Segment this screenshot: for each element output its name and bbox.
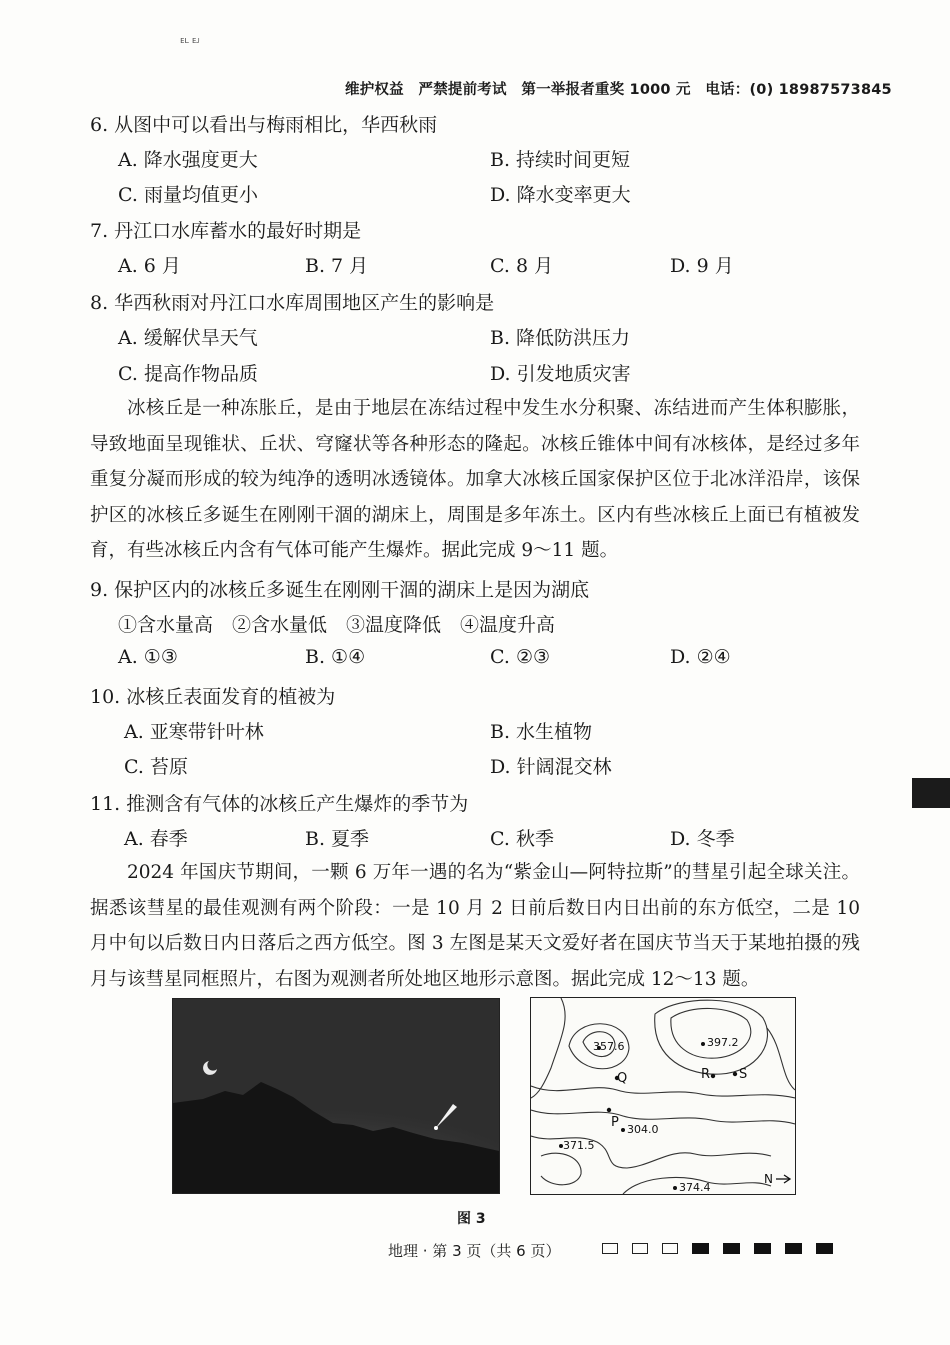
north-label: N <box>764 1172 773 1186</box>
point-r-label: R <box>701 1067 711 1082</box>
passage-ice-core-hill: 冰核丘是一种冻胀丘，是由于地层在冻结过程中发生水分积聚、冻结进而产生体积膨胀，导致地面呈现锥状、丘状、穹窿状等各种形态的隆起。冰核丘锥体中间有冰核体，是经过多年重复分凝而形成的较为纯净的透明冰透镜体。加拿大冰核丘国家保护区位于北冰洋沿岸，该保护区的冰核丘多诞生在刚刚干涸的湖床上，周围是多年冻土。区内有些冰核丘上面已有植被发育，有些冰核丘内含有气体可能产生爆炸。据此完成 9～11 题。 <box>90 398 860 561</box>
contour-lines <box>531 998 795 1194</box>
question-6-option-c: C. 雨量均值更小 <box>118 184 258 206</box>
question-9-option-c: C. ②③ <box>490 646 551 668</box>
question-8-stem: 8. 华西秋雨对丹江口水库周围地区产生的影响是 <box>90 292 495 314</box>
question-7-option-d: D. 9 月 <box>670 255 734 277</box>
question-9-items: ①含水量高 ②含水量低 ③温度降低 ④温度升高 <box>118 614 556 636</box>
box-empty <box>662 1243 678 1254</box>
question-7-option-c: C. 8 月 <box>490 255 554 277</box>
box-filled <box>816 1243 833 1254</box>
question-6-option-d: D. 降水变率更大 <box>490 184 631 206</box>
point-s-label: S <box>739 1067 748 1082</box>
question-10-stem: 10. 冰核丘表面发育的植被为 <box>90 686 336 708</box>
comet-moon-photo <box>172 998 500 1194</box>
question-6-option-a: A. 降水强度更大 <box>118 149 258 171</box>
box-filled <box>723 1243 740 1254</box>
question-7-option-a: A. 6 月 <box>118 255 181 277</box>
question-11-option-a: A. 春季 <box>124 828 188 850</box>
elevation-label: 357.6 <box>593 1040 625 1053</box>
question-10-option-c: C. 苔原 <box>124 756 188 778</box>
point-p-label: P <box>611 1115 619 1130</box>
anti-cheat-banner: 维护权益 严禁提前考试 第一举报者重奖 1000 元 电话：(0) 18987573845 <box>345 82 892 98</box>
page-footer: 地理 · 第 3 页（共 6 页） <box>388 1242 561 1260</box>
elevation-label: 304.0 <box>627 1123 659 1136</box>
question-10-option-d: D. 针阔混交林 <box>490 756 612 778</box>
point-r-marker <box>711 1074 715 1078</box>
question-9-stem: 9. 保护区内的冰核丘多诞生在刚刚干涸的湖床上是因为湖底 <box>90 579 590 601</box>
question-9-option-b: B. ①④ <box>305 646 366 668</box>
question-6-option-b: B. 持续时间更短 <box>490 149 631 171</box>
question-7-option-b: B. 7 月 <box>305 255 369 277</box>
point-q-label: Q <box>617 1071 628 1086</box>
point-p-marker <box>607 1108 611 1112</box>
page-indicator-boxes <box>602 1243 833 1254</box>
box-filled <box>692 1243 709 1254</box>
question-10-option-a: A. 亚寒带针叶林 <box>124 721 264 743</box>
question-9-option-a: A. ①③ <box>118 646 178 668</box>
question-10-option-b: B. 水生植物 <box>490 721 593 743</box>
question-9-option-d: D. ②④ <box>670 646 731 668</box>
question-8-option-c: C. 提高作物品质 <box>118 363 258 385</box>
question-11-stem: 11. 推测含有气体的冰核丘产生爆炸的季节为 <box>90 793 469 815</box>
box-filled <box>754 1243 771 1254</box>
question-8-option-a: A. 缓解伏旱天气 <box>118 327 258 349</box>
question-11-option-c: C. 秋季 <box>490 828 554 850</box>
figure-caption: 图 3 <box>457 1211 486 1227</box>
photo-scene <box>173 999 499 1193</box>
question-8-option-b: B. 降低防洪压力 <box>490 327 631 349</box>
elevation-label: 397.2 <box>707 1036 739 1049</box>
side-marker-tab <box>912 778 950 808</box>
elevation-label: 374.4 <box>679 1181 711 1194</box>
passage-comet: 2024 年国庆节期间，一颗 6 万年一遇的名为“紫金山—阿特拉斯”的彗星引起全球关注。据悉该彗星的最佳观测有两个阶段：一是 10 月 2 日前后数日内日出前的东方低空，二是 10 月中旬以后数日内日落后之西方低空。图 3 左图是某天文爱好者在国庆节当天于某地拍摄的残月与该彗星同框照片，右图为观测者所处地区地形示意图。据此完成 12～13 题。 <box>90 862 860 990</box>
point-s-marker <box>733 1072 737 1076</box>
question-11-option-b: B. 夏季 <box>305 828 370 850</box>
question-6-stem: 6. 从图中可以看出与梅雨相比，华西秋雨 <box>90 114 438 136</box>
box-filled <box>785 1243 802 1254</box>
terrain-contour-map <box>530 997 796 1195</box>
question-8-option-d: D. 引发地质灾害 <box>490 363 631 385</box>
elevation-label: 371.5 <box>563 1139 595 1152</box>
comet-head-icon <box>434 1126 438 1130</box>
box-empty <box>632 1243 648 1254</box>
corner-mark: ᴇʟ ᴇᴊ <box>180 36 200 46</box>
question-7-stem: 7. 丹江口水库蓄水的最好时期是 <box>90 220 362 242</box>
question-11-option-d: D. 冬季 <box>670 828 735 850</box>
box-empty <box>602 1243 618 1254</box>
